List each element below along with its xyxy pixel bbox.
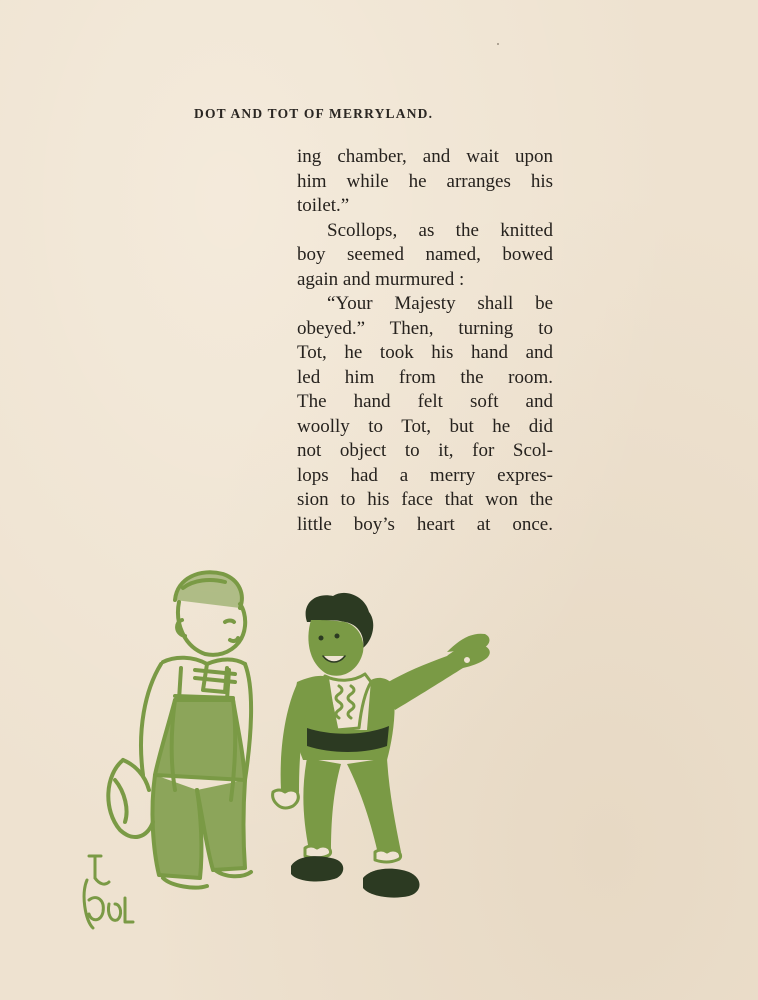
running-head: DOT AND TOT OF MERRYLAND. <box>194 106 434 121</box>
text-line: ing chamber, and wait upon <box>297 146 553 167</box>
body-text <box>297 145 553 537</box>
text-line: led him from the room. <box>297 366 553 388</box>
text-line: boy seemed named, bowed <box>297 244 553 265</box>
text-line: obeyed.” Then, turning to <box>297 317 553 339</box>
text-line: Scollops, as the knitted <box>327 219 553 241</box>
text-line: little boy’s heart at once. <box>297 513 553 535</box>
text-line: not object to it, for Scol- <box>297 440 553 461</box>
text-line: again and murmured : <box>297 268 465 290</box>
text-line: toilet.” <box>297 195 350 216</box>
tot-figure <box>108 572 251 887</box>
text-line: woolly to Tot, but he did <box>297 415 553 437</box>
text-line: The hand felt soft and <box>297 391 553 412</box>
artist-monogram-icon <box>84 856 133 928</box>
illustration-tot-and-scollops <box>75 560 515 945</box>
text-line: “Your Majesty shall be <box>327 293 553 314</box>
text-line: sion to his face that won the <box>297 489 553 510</box>
text-line: Tot, he took his hand and <box>297 342 553 363</box>
text-line: him while he arranges his <box>297 170 553 192</box>
scollops-figure <box>273 593 490 898</box>
text-line: lops had a merry expres- <box>297 464 553 486</box>
paper-speck <box>497 43 499 45</box>
